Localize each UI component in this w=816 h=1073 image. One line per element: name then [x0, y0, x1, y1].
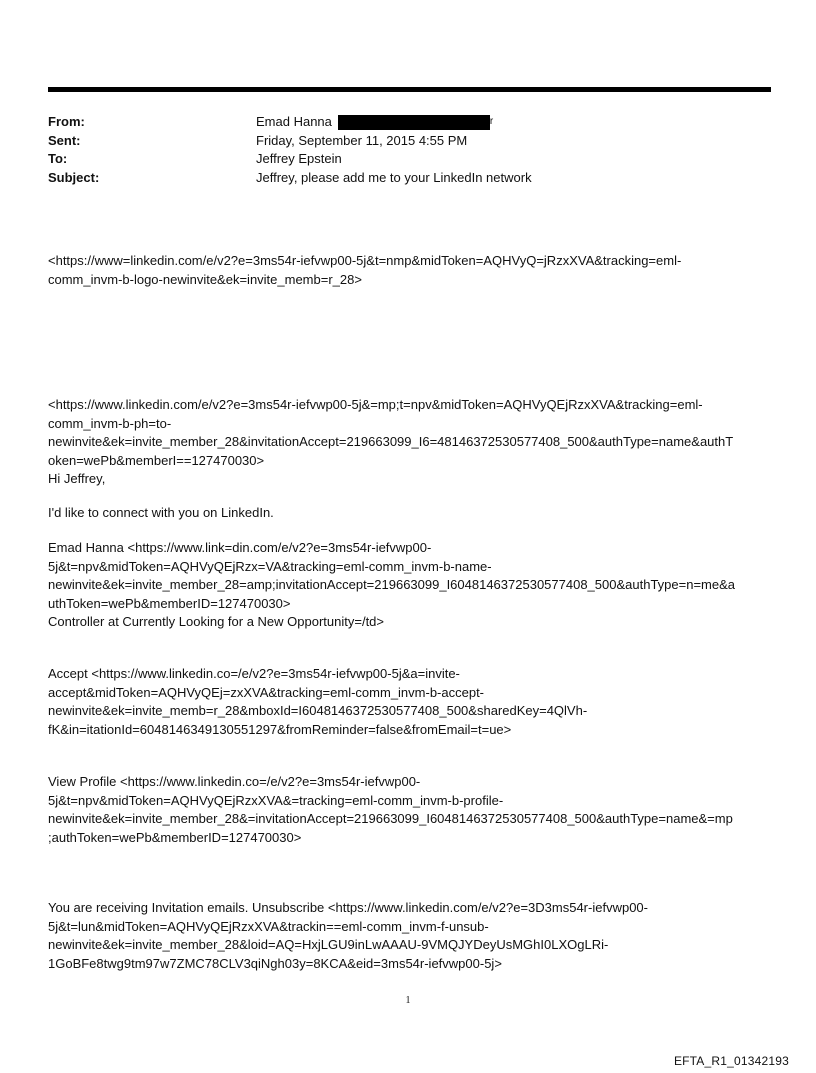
- subject-value: Jeffrey, please add me to your LinkedIn network: [256, 169, 532, 185]
- logo-link-block: [48, 252, 772, 289]
- subject-label: Subject:: [48, 169, 100, 185]
- text-line: fK&in=itationId=6048146349130551297&fromReminder=false&fromEmail=t=ue>: [48, 721, 512, 737]
- text-line: 5j&t=npv&midToken=AQHVyQEjRzx=VA&tracking=eml-comm_invm-b-name-: [48, 558, 492, 574]
- text-line: Controller at Currently Looking for a New Opportunity=/td>: [48, 614, 385, 629]
- message-text: I'd like to connect with you on LinkedIn.: [48, 505, 274, 520]
- from-value: Emad Hanna: [256, 114, 332, 129]
- sent-label: Sent:: [48, 132, 81, 148]
- name-link-block: [48, 539, 772, 632]
- to-label: To:: [48, 151, 68, 166]
- sent-row: [48, 132, 768, 151]
- greeting: Hi Jeffrey,: [48, 471, 106, 486]
- text-line: <https://www=linkedin.com/e/v2?e=3ms54r-iefvwp00-5j&t=nmp&midToken=AQHVyQ=jRzxXVA&tracking=eml-: [48, 253, 682, 268]
- unsubscribe-block: [48, 899, 772, 973]
- text-line: newinvite&ek=invite_member_28&invitationAccept=219663099_I6=48146372530577408_500&authType=name&authT: [48, 434, 734, 449]
- to-row: [48, 150, 768, 169]
- text-line: View Profile <https://www.linkedin.co=/e/v2?e=3ms54r-iefvwp00-: [48, 774, 421, 789]
- photo-link-block: [48, 396, 772, 489]
- sent-value: Friday, September 11, 2015 4:55 PM: [256, 132, 468, 148]
- text-line: accept&midToken=AQHVyQEj=zxXVA&tracking=eml-comm_invm-b-accept-: [48, 684, 485, 700]
- text-line: newinvite&ek=invite_member_28&=invitationAccept=219663099_I6048146372530577408_500&authType=name&=mp: [48, 811, 733, 826]
- from-label: From:: [48, 114, 85, 129]
- text-line: oken=wePb&memberI==127470030>: [48, 452, 265, 468]
- text-line: newinvite&ek=invite_memb=r_28&mboxId=I6048146372530577408_500&sharedKey=4QlVh-: [48, 703, 588, 718]
- text-line: newinvite&ek=invite_member_28&loid=AQ=HxjLGU9inLwAAAU-9VMQJYDeyUsMGhI0LXOgLRi-: [48, 937, 609, 952]
- to-value: Jeffrey Epstein: [256, 151, 342, 166]
- text-line: 5j&t=lun&midToken=AQHVyQEjRzxXVA&trackin==eml-comm_invm-f-unsub-: [48, 918, 489, 934]
- text-line: You are receiving Invitation emails. Unsubscribe <https://www.linkedin.com/e/v2?e=3D3ms54r-iefvwp00-: [48, 900, 648, 915]
- message-block: [48, 504, 772, 523]
- from-row: [48, 113, 768, 132]
- text-line: comm_invm-b-logo-newinvite&ek=invite_memb=r_28>: [48, 271, 362, 287]
- accept-link-block: [48, 665, 772, 739]
- text-line: <https://www.linkedin.com/e/v2?e=3ms54r-iefvwp00-5j&=mp;t=npv&midToken=AQHVyQEjRzxXVA&tracking=eml-: [48, 397, 703, 412]
- text-line: 1GoBFe8twg9tm97w7ZMC78CLV3qiNgh03y=8KCA&eid=3ms54r-iefvwp00-5j>: [48, 955, 502, 971]
- subject-row: [48, 169, 768, 188]
- email-header: [48, 113, 768, 187]
- text-line: Accept <https://www.linkedin.co=/e/v2?e=3ms54r-iefvwp00-5j&a=invite-: [48, 666, 460, 681]
- text-line: uthToken=wePb&memberID=127470030>: [48, 595, 291, 611]
- redaction-tail: r: [489, 116, 494, 128]
- text-line: newinvite&ek=invite_member_28=amp;invitationAccept=219663099_I6048146372530577408_500&authType=n=me&a: [48, 577, 736, 592]
- page-number: 1: [405, 995, 411, 1006]
- text-line: 5j&t=npv&midToken=AQHVyQEjRzxXVA&=tracking=eml-comm_invm-b-profile-: [48, 792, 504, 808]
- header-rule: [48, 87, 771, 92]
- document-id: EFTA_R1_01342193: [673, 1054, 789, 1068]
- redaction-box: [338, 115, 490, 130]
- text-line: Emad Hanna <https://www.link=din.com/e/v2?e=3ms54r-iefvwp00-: [48, 540, 432, 555]
- text-line: ;authToken=wePb&memberID=127470030>: [48, 829, 302, 845]
- text-line: comm_invm-b-ph=to-: [48, 415, 172, 431]
- profile-link-block: [48, 773, 772, 847]
